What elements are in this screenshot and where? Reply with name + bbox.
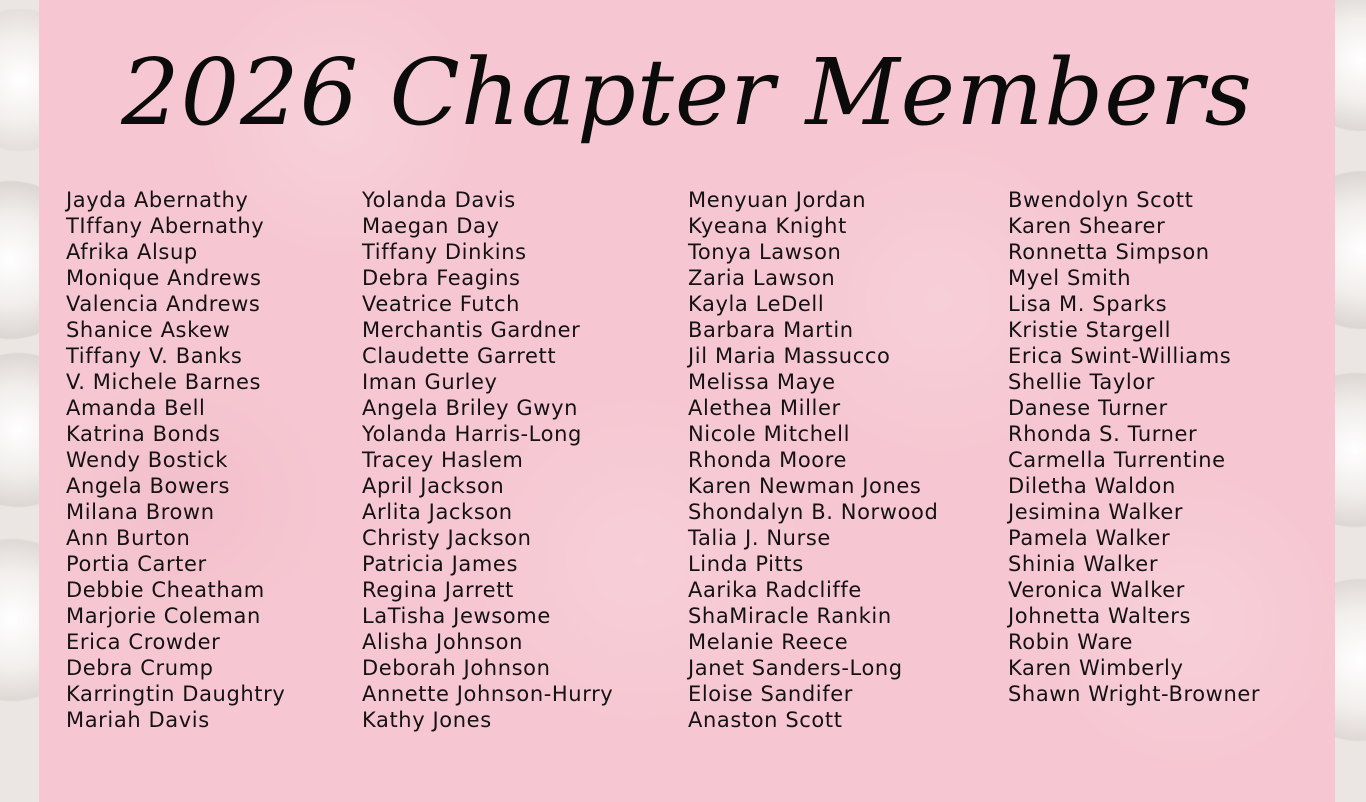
member-name: V. Michele Barnes bbox=[66, 370, 262, 394]
member-name: Patricia James bbox=[362, 552, 518, 576]
member-name: TIffany Abernathy bbox=[66, 214, 265, 238]
member-name: Shawn Wright-Browner bbox=[1008, 682, 1261, 706]
member-name: Yolanda Harris-Long bbox=[362, 422, 582, 446]
member-name: Ann Burton bbox=[66, 526, 191, 550]
member-name: Shanice Askew bbox=[66, 318, 231, 342]
member-name: Bwendolyn Scott bbox=[1008, 188, 1194, 212]
member-name: Menyuan Jordan bbox=[688, 188, 867, 212]
member-name: Aarika Radcliffe bbox=[688, 578, 862, 602]
member-name: Wendy Bostick bbox=[66, 448, 228, 472]
member-name: Karen Wimberly bbox=[1008, 656, 1184, 680]
member-column-3 bbox=[688, 187, 938, 733]
member-name: Kyeana Knight bbox=[688, 214, 847, 238]
member-name: Pamela Walker bbox=[1008, 526, 1171, 550]
member-name: Robin Ware bbox=[1008, 630, 1134, 654]
member-name: Claudette Garrett bbox=[362, 344, 557, 368]
member-name: Carmella Turrentine bbox=[1008, 448, 1226, 472]
member-name: Barbara Martin bbox=[688, 318, 854, 342]
member-name: ShaMiracle Rankin bbox=[688, 604, 892, 628]
member-name: Regina Jarrett bbox=[362, 578, 514, 602]
member-columns bbox=[39, 187, 1335, 747]
member-name: Merchantis Gardner bbox=[362, 318, 581, 342]
member-name: Talia J. Nurse bbox=[688, 526, 831, 550]
pink-panel bbox=[39, 0, 1335, 802]
member-name: Jesimina Walker bbox=[1008, 500, 1184, 524]
member-name: Tiffany Dinkins bbox=[362, 240, 527, 264]
member-name: Tracey Haslem bbox=[362, 448, 524, 472]
member-name: Zaria Lawson bbox=[688, 266, 836, 290]
member-name: Kristie Stargell bbox=[1008, 318, 1172, 342]
member-name: Monique Andrews bbox=[66, 266, 262, 290]
member-column-2 bbox=[362, 187, 613, 733]
member-name: Anaston Scott bbox=[688, 708, 843, 732]
member-name: Eloise Sandifer bbox=[688, 682, 853, 706]
member-name: Karen Shearer bbox=[1008, 214, 1166, 238]
member-name: Erica Swint-Williams bbox=[1008, 344, 1232, 368]
member-name: Alethea Miller bbox=[688, 396, 841, 420]
member-name: Johnetta Walters bbox=[1008, 604, 1192, 628]
member-name: Yolanda Davis bbox=[362, 188, 516, 212]
member-name: Kathy Jones bbox=[362, 708, 492, 732]
member-name: April Jackson bbox=[362, 474, 505, 498]
member-name: Shellie Taylor bbox=[1008, 370, 1156, 394]
member-name: Melanie Reece bbox=[688, 630, 849, 654]
member-name: Kayla LeDell bbox=[688, 292, 825, 316]
member-name: Tonya Lawson bbox=[688, 240, 842, 264]
member-name: Janet Sanders-Long bbox=[688, 656, 903, 680]
member-name: Amanda Bell bbox=[66, 396, 206, 420]
member-column-4 bbox=[1008, 187, 1260, 707]
member-name: Linda Pitts bbox=[688, 552, 804, 576]
member-name: Iman Gurley bbox=[362, 370, 498, 394]
member-name: Danese Turner bbox=[1008, 396, 1168, 420]
member-name: LaTisha Jewsome bbox=[362, 604, 551, 628]
member-name: Rhonda S. Turner bbox=[1008, 422, 1198, 446]
page-title: 2026 Chapter Members bbox=[121, 39, 1253, 146]
member-name: Karen Newman Jones bbox=[688, 474, 922, 498]
member-name: Ronnetta Simpson bbox=[1008, 240, 1210, 264]
member-name: Veronica Walker bbox=[1008, 578, 1185, 602]
member-name: Angela Briley Gwyn bbox=[362, 396, 579, 420]
member-name: Jayda Abernathy bbox=[66, 188, 249, 212]
member-name: Maegan Day bbox=[362, 214, 500, 238]
member-name: Annette Johnson-Hurry bbox=[362, 682, 614, 706]
member-name: Marjorie Coleman bbox=[66, 604, 261, 628]
member-name: Afrika Alsup bbox=[66, 240, 198, 264]
member-name: Tiffany V. Banks bbox=[66, 344, 243, 368]
member-column-1 bbox=[66, 187, 285, 733]
member-name: Katrina Bonds bbox=[66, 422, 221, 446]
member-name: Deborah Johnson bbox=[362, 656, 551, 680]
member-name: Shinia Walker bbox=[1008, 552, 1159, 576]
member-name: Milana Brown bbox=[66, 500, 215, 524]
member-name: Karringtin Daughtry bbox=[66, 682, 286, 706]
member-name: Jil Maria Massucco bbox=[688, 344, 891, 368]
member-name: Myel Smith bbox=[1008, 266, 1132, 290]
member-name: Portia Carter bbox=[66, 552, 207, 576]
member-name: Mariah Davis bbox=[66, 708, 210, 732]
member-name: Shondalyn B. Norwood bbox=[688, 500, 939, 524]
member-name: Erica Crowder bbox=[66, 630, 221, 654]
member-name: Christy Jackson bbox=[362, 526, 532, 550]
member-name: Melissa Maye bbox=[688, 370, 836, 394]
member-name: Debra Crump bbox=[66, 656, 214, 680]
member-name: Nicole Mitchell bbox=[688, 422, 850, 446]
member-name: Diletha Waldon bbox=[1008, 474, 1176, 498]
member-name: Debbie Cheatham bbox=[66, 578, 265, 602]
member-name: Debra Feagins bbox=[362, 266, 521, 290]
member-name: Lisa M. Sparks bbox=[1008, 292, 1168, 316]
member-name: Arlita Jackson bbox=[362, 500, 513, 524]
member-name: Angela Bowers bbox=[66, 474, 231, 498]
member-name: Rhonda Moore bbox=[688, 448, 848, 472]
member-name: Veatrice Futch bbox=[362, 292, 521, 316]
member-name: Alisha Johnson bbox=[362, 630, 523, 654]
member-name: Valencia Andrews bbox=[66, 292, 261, 316]
